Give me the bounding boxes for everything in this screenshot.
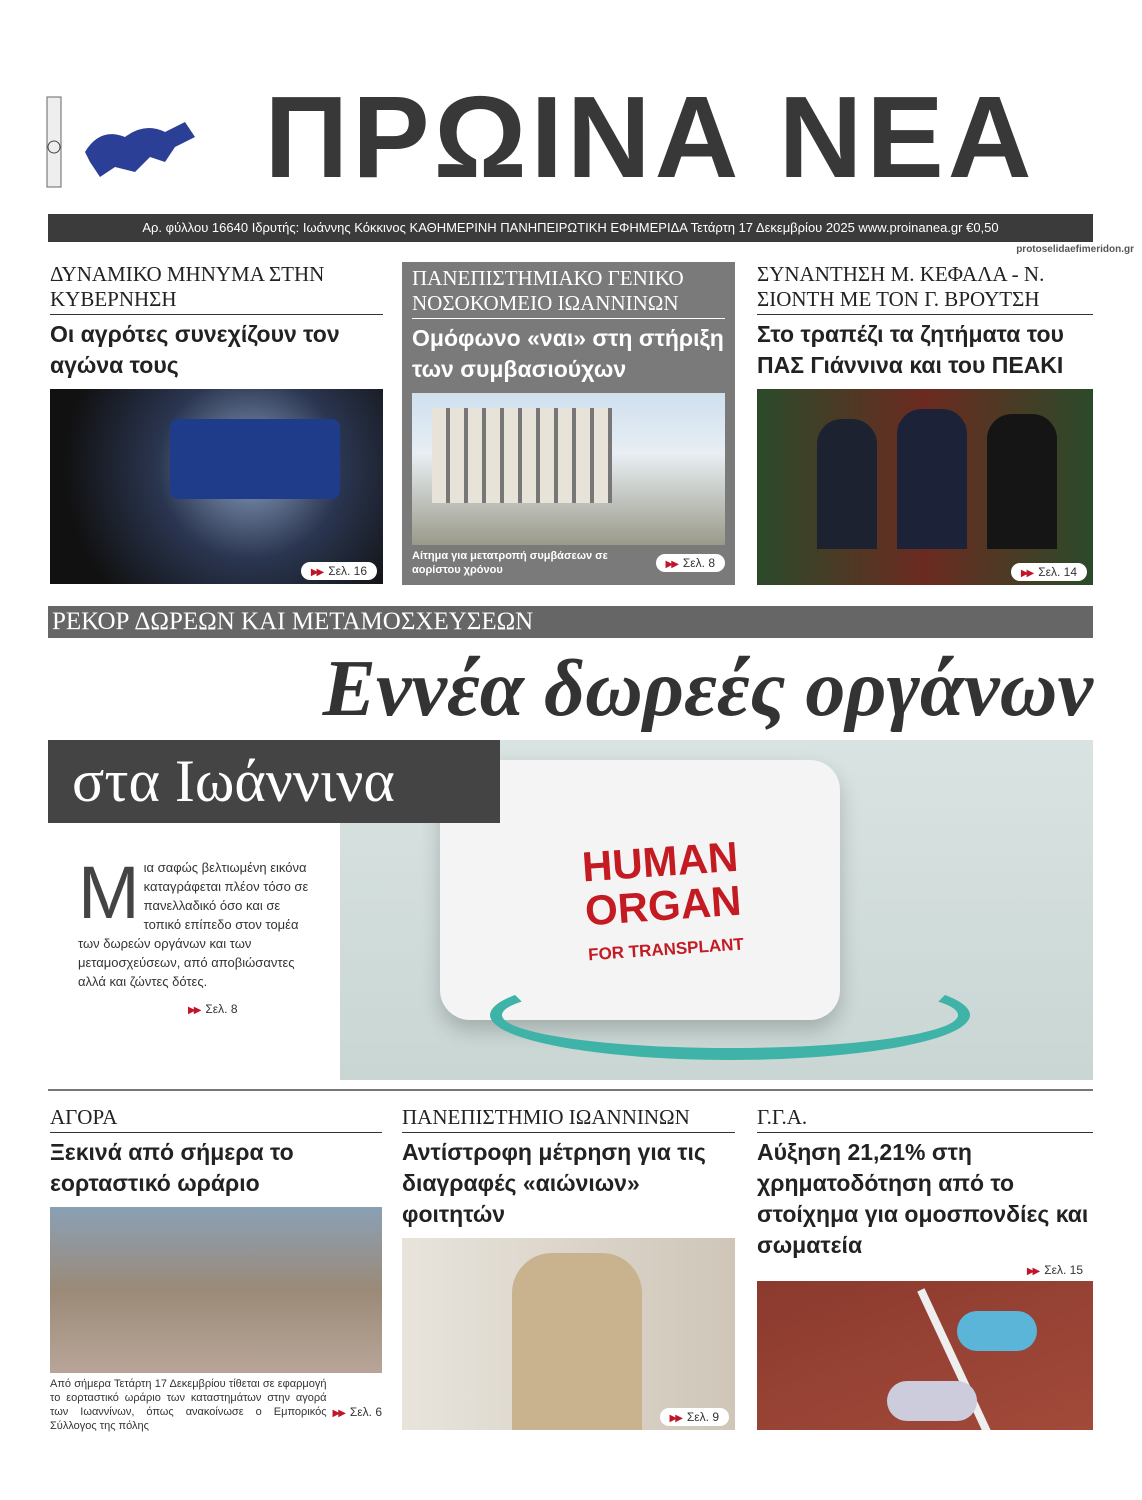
story-meeting[interactable] bbox=[757, 262, 1093, 585]
newspaper-logo bbox=[45, 92, 200, 192]
lead-headline[interactable]: Εννέα δωρεές οργάνων bbox=[322, 645, 1093, 733]
photo-caption-block bbox=[50, 1377, 382, 1433]
meeting-photo bbox=[757, 389, 1093, 585]
story-hospital[interactable] bbox=[402, 262, 735, 585]
tractor-shape bbox=[170, 419, 340, 499]
arrow-icon: ▶▶ bbox=[665, 559, 677, 570]
page-ref-label: Σελ. 16 bbox=[328, 564, 367, 578]
story-kicker: ΑΓΟΡΑ bbox=[50, 1105, 382, 1133]
story-headline[interactable]: Στο τραπέζι τα ζητήματα του ΠΑΣ Γιάννινα και του ΠΕΑΚΙ bbox=[757, 321, 1064, 378]
building-shape bbox=[432, 408, 612, 503]
divider bbox=[48, 1089, 1093, 1091]
story-headline[interactable]: Ξεκινά από σήμερα το εορταστικό ωράριο bbox=[50, 1139, 294, 1196]
tractor-photo bbox=[50, 389, 383, 584]
lead-section-bar: ΡΕΚΟΡ ΔΩΡΕΩΝ ΚΑΙ ΜΕΤΑΜΟΣΧΕΥΣΕΩΝ bbox=[48, 606, 1093, 638]
photo-caption: Από σήμερα Τετάρτη 17 Δεκεμβρίου τίθεται σε εφαρμογή το εορταστικό ωράριο των καταστημάτων στην αγορά των Ιωαννίνων, όπως ανακοίνωσε ο Εμπορικός Σύλλογος της πόλης bbox=[50, 1378, 327, 1432]
story-market[interactable] bbox=[50, 1105, 382, 1433]
student-photo bbox=[402, 1238, 735, 1430]
masthead-title: ΠΡΩΙΝΑ ΝΕΑ bbox=[264, 72, 1036, 202]
issue-info-bar: Αρ. φύλλου 16640 Ιδρυτής: Ιωάννης Κόκκινος ΚΑΘΗΜΕΡΙΝΗ ΠΑΝΗΠΕΙΡΩΤΙΚΗ ΕΦΗΜΕΡΙΔΑ Τετάρτη 17 Δεκεμβρίου 2025 www.proinanea.gr €0,50 bbox=[48, 214, 1093, 242]
page-ref[interactable] bbox=[188, 1002, 238, 1016]
arrow-icon: ▶▶ bbox=[310, 567, 323, 578]
person-shape bbox=[897, 409, 967, 549]
photo-caption: Αίτημα για μετατροπή συμβάσεων σε αορίστου χρόνου bbox=[412, 550, 608, 576]
box-label-line: FOR TRANSPLANT bbox=[587, 934, 745, 965]
market-street-photo bbox=[50, 1207, 382, 1373]
page-ref[interactable] bbox=[656, 554, 726, 572]
hospital-photo bbox=[412, 393, 725, 545]
source-watermark: protoselidaefimeridon.gr bbox=[1016, 244, 1134, 255]
story-headline[interactable]: Αύξηση 21,21% στη χρηματοδότηση από το στοίχημα για ομοσπονδίες και σωματεία bbox=[757, 1139, 1089, 1258]
drop-cap: Μ bbox=[78, 851, 140, 934]
page-ref[interactable] bbox=[1011, 563, 1087, 581]
page-ref[interactable] bbox=[301, 562, 377, 580]
box-label-line: ORGAN bbox=[583, 876, 743, 935]
arrow-icon: ▶▶ bbox=[1026, 1266, 1039, 1277]
person-shape bbox=[512, 1253, 642, 1430]
story-university[interactable] bbox=[402, 1105, 735, 1430]
story-headline[interactable]: Οι αγρότες συνεχίζουν τον αγώνα τους bbox=[50, 321, 340, 378]
arrow-icon: ▶▶ bbox=[1020, 568, 1033, 579]
lead-body-text: ια σαφώς βελτιωμένη εικόνα καταγράφεται πλέον τόσο σε πανελλαδικό όσο και σε τοπικό επίπεδο στον τομέα των δωρεών οργάνων και των μεταμοσχεύσεων, από αποβιώσαντες αλλά και ζώντες δότες. bbox=[78, 860, 309, 989]
box-label bbox=[580, 832, 746, 978]
arrow-icon: ▶▶ bbox=[188, 1005, 200, 1016]
story-farmers[interactable] bbox=[50, 262, 383, 584]
page-ref-label: Σελ. 9 bbox=[686, 1410, 719, 1424]
page-ref[interactable] bbox=[1017, 1261, 1093, 1279]
arrow-icon: ▶▶ bbox=[669, 1413, 681, 1424]
person-shape bbox=[987, 414, 1057, 549]
page-ref[interactable] bbox=[327, 1405, 383, 1421]
story-kicker: Γ.Γ.Α. bbox=[757, 1105, 1093, 1133]
page-ref-label: Σελ. 15 bbox=[1044, 1263, 1083, 1277]
story-kicker: ΔΥΝΑΜΙΚΟ ΜΗΝΥΜΑ ΣΤΗΝ ΚΥΒΕΡΝΗΣΗ bbox=[50, 262, 383, 315]
arrow-icon: ▶▶ bbox=[332, 1408, 344, 1419]
lead-body bbox=[78, 851, 313, 1020]
lead-subheadline: στα Ιωάννινα bbox=[48, 740, 500, 823]
page-ref[interactable] bbox=[660, 1408, 730, 1426]
story-kicker: ΠΑΝΕΠΙΣΤΗΜΙΑΚΟ ΓΕΝΙΚΟ ΝΟΣΟΚΟΜΕΙΟ ΙΩΑΝΝΙΝΩΝ bbox=[412, 266, 725, 319]
story-kicker: ΣΥΝΑΝΤΗΣΗ Μ. ΚΕΦΑΛΑ - Ν. ΣΙΟΝΤΗ ΜΕ ΤΟΝ Γ. ΒΡΟΥΤΣΗ bbox=[757, 262, 1093, 315]
page-ref-label: Σελ. 6 bbox=[349, 1405, 382, 1419]
running-shoes-photo bbox=[757, 1281, 1093, 1430]
shoe-shape bbox=[887, 1381, 977, 1421]
page-ref-label: Σελ. 14 bbox=[1038, 565, 1077, 579]
page-ref-label: Σελ. 8 bbox=[205, 1002, 238, 1016]
story-headline[interactable]: Ομόφωνο «ναι» στη στήριξη των συμβασιούχων bbox=[412, 325, 724, 382]
shoe-shape bbox=[957, 1311, 1037, 1351]
person-shape bbox=[817, 419, 877, 549]
story-kicker: ΠΑΝΕΠΙΣΤΗΜΙΟ ΙΩΑΝΝΙΝΩΝ bbox=[402, 1105, 735, 1133]
page-ref-label: Σελ. 8 bbox=[682, 556, 715, 570]
box-label-line: HUMAN bbox=[580, 832, 740, 891]
story-headline[interactable]: Αντίστροφη μέτρηση για τις διαγραφές «αιώνιων» φοιτητών bbox=[402, 1139, 706, 1227]
story-gga[interactable] bbox=[757, 1105, 1093, 1430]
stethoscope-shape bbox=[490, 970, 970, 1060]
